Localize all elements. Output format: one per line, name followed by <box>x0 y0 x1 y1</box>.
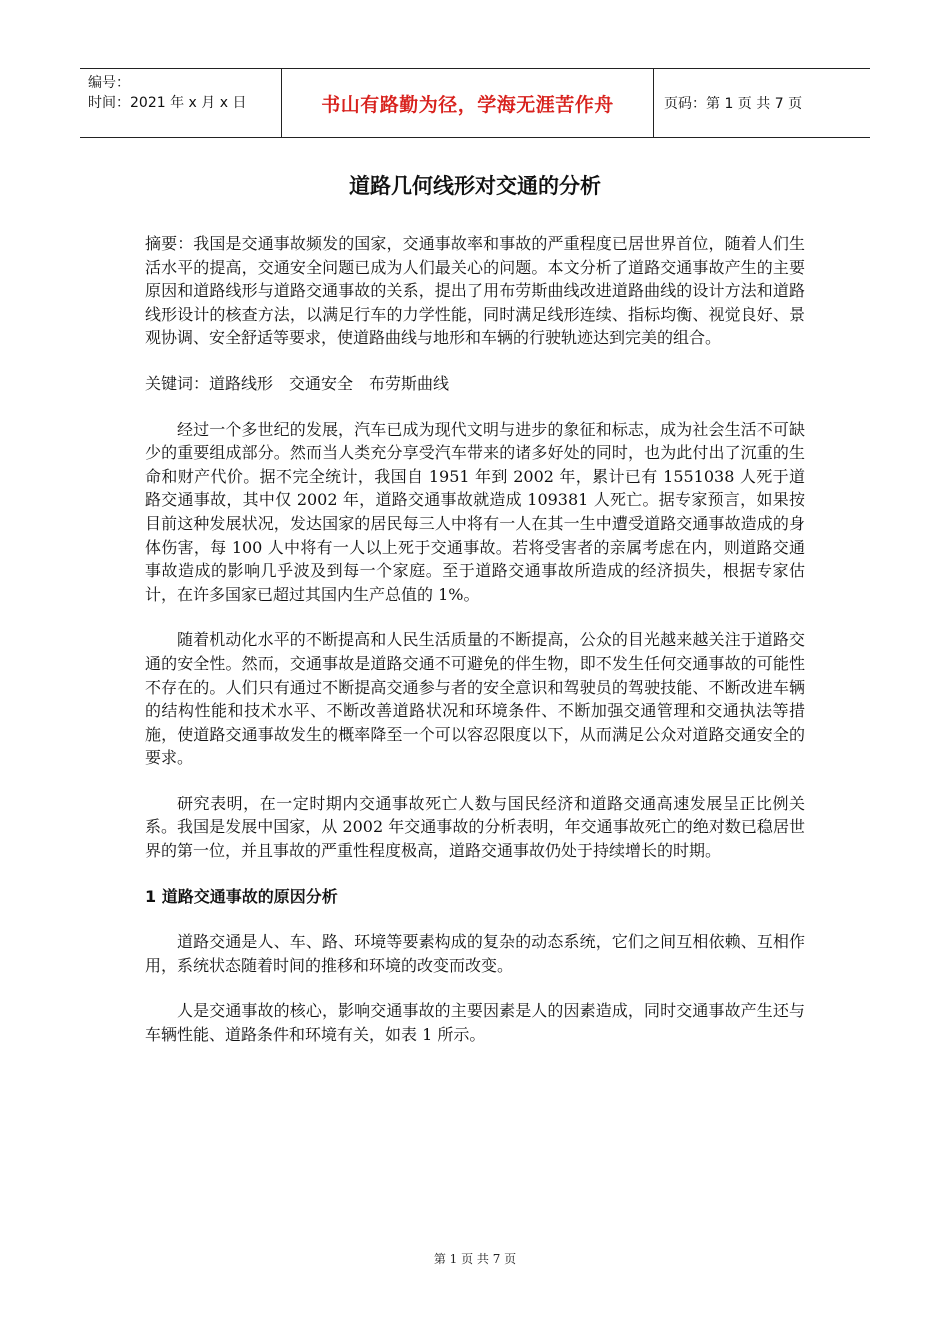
body-paragraph: 道路交通是人、车、路、环境等要素构成的复杂的动态系统，它们之间互相依赖、互相作用，系统状态随着时间的推移和环境的改变而改变。 <box>145 932 805 975</box>
header-motto-cell <box>282 69 654 137</box>
header-meta-cell <box>80 69 282 137</box>
body-paragraph: 人是交通事故的核心，影响交通事故的主要因素是人的因素造成，同时交通事故产生还与车辆性能、道路条件和环境有关，如表 1 所示。 <box>145 1001 805 1045</box>
body-paragraph: 研究表明，在一定时期内交通事故死亡人数与国民经济和道路交通高速发展呈正比例关系。我国是发展中国家，从 2002 年交通事故的分析表明，年交通事故死亡的绝对数已稳居世界的第一位，并且事故的严重性程度极高，道路交通事故仍处于持续增长的时期。 <box>145 793 805 861</box>
document-body <box>145 232 805 1047</box>
header-page-info: 页码：第 1 页 共 7 页 <box>664 96 803 112</box>
header-motto: 书山有路勤为径，学海无涯苦作舟 <box>321 93 614 116</box>
abstract-paragraph: 摘要：我国是交通事故频发的国家，交通事故率和事故的严重程度已居世界首位，随着人们生活水平的提高，交通安全问题已成为人们最关心的问题。本文分析了道路交通事故产生的主要原因和道路线形与道路交通事故的关系，提出了用布劳斯曲线改进道路曲线的设计方法和道路线形设计的核查方法，以满足行车的力学性能，同时满足线形连续、指标均衡、视觉良好、景观协调、安全舒适等要求，使道路曲线与地形和车辆的行驶轨迹达到完美的组合。 <box>145 234 805 348</box>
document-title: 道路几何线形对交通的分析 <box>349 174 601 198</box>
body-paragraph: 经过一个多世纪的发展，汽车已成为现代文明与进步的象征和标志，成为社会生活不可缺少的重要组成部分。然而当人类充分享受汽车带来的诸多好处的同时，也为此付出了沉重的生命和财产代价。据不完全统计，我国自 1951 年到 2002 年，累计已有 1551038 人死于道路交通事故，其中仅 2002 年，道路交通事故就造成 109381 人死亡。据专家预言，如果按目前这种发展状况，发达国家的居民每三人中将有一人在其一生中遭受道路交通事故造成的身体伤害，每 100 人中将有一人以上死于交通事故。若将受害者的亲属考虑在内，则道路交通事故造成的影响几乎波及到每一个家庭。至于道路交通事故所造成的经济损失，根据专家估计，在许多国家已超过其国内生产总值的 1%。 <box>145 419 805 604</box>
header-page-cell <box>654 69 870 137</box>
body-paragraph: 随着机动化水平的不断提高和人民生活质量的不断提高，公众的目光越来越关注于道路交通的安全性。然而，交通事故是道路交通不可避免的伴生物，即不发生任何交通事故的可能性不存在的。人们只有通过不断提高交通参与者的安全意识和驾驶员的驾驶技能、不断改进车辆的结构性能和技术水平、不断改善道路状况和环境条件、不断加强交通管理和交通执法等措施，使道路交通事故发生的概率降至一个可以容忍限度以下，从而满足公众对道路交通安全的要求。 <box>145 630 805 768</box>
section-heading: 1 道路交通事故的原因分析 <box>145 886 338 906</box>
document-number-label: 编号： <box>88 75 130 91</box>
header-table <box>80 68 870 138</box>
keywords-line: 关键词：道路线形 交通安全 布劳斯曲线 <box>145 373 450 393</box>
document-date-label: 时间：2021 年 x 月 x 日 <box>88 95 247 111</box>
page-footer: 第 1 页 共 7 页 <box>433 1252 517 1266</box>
